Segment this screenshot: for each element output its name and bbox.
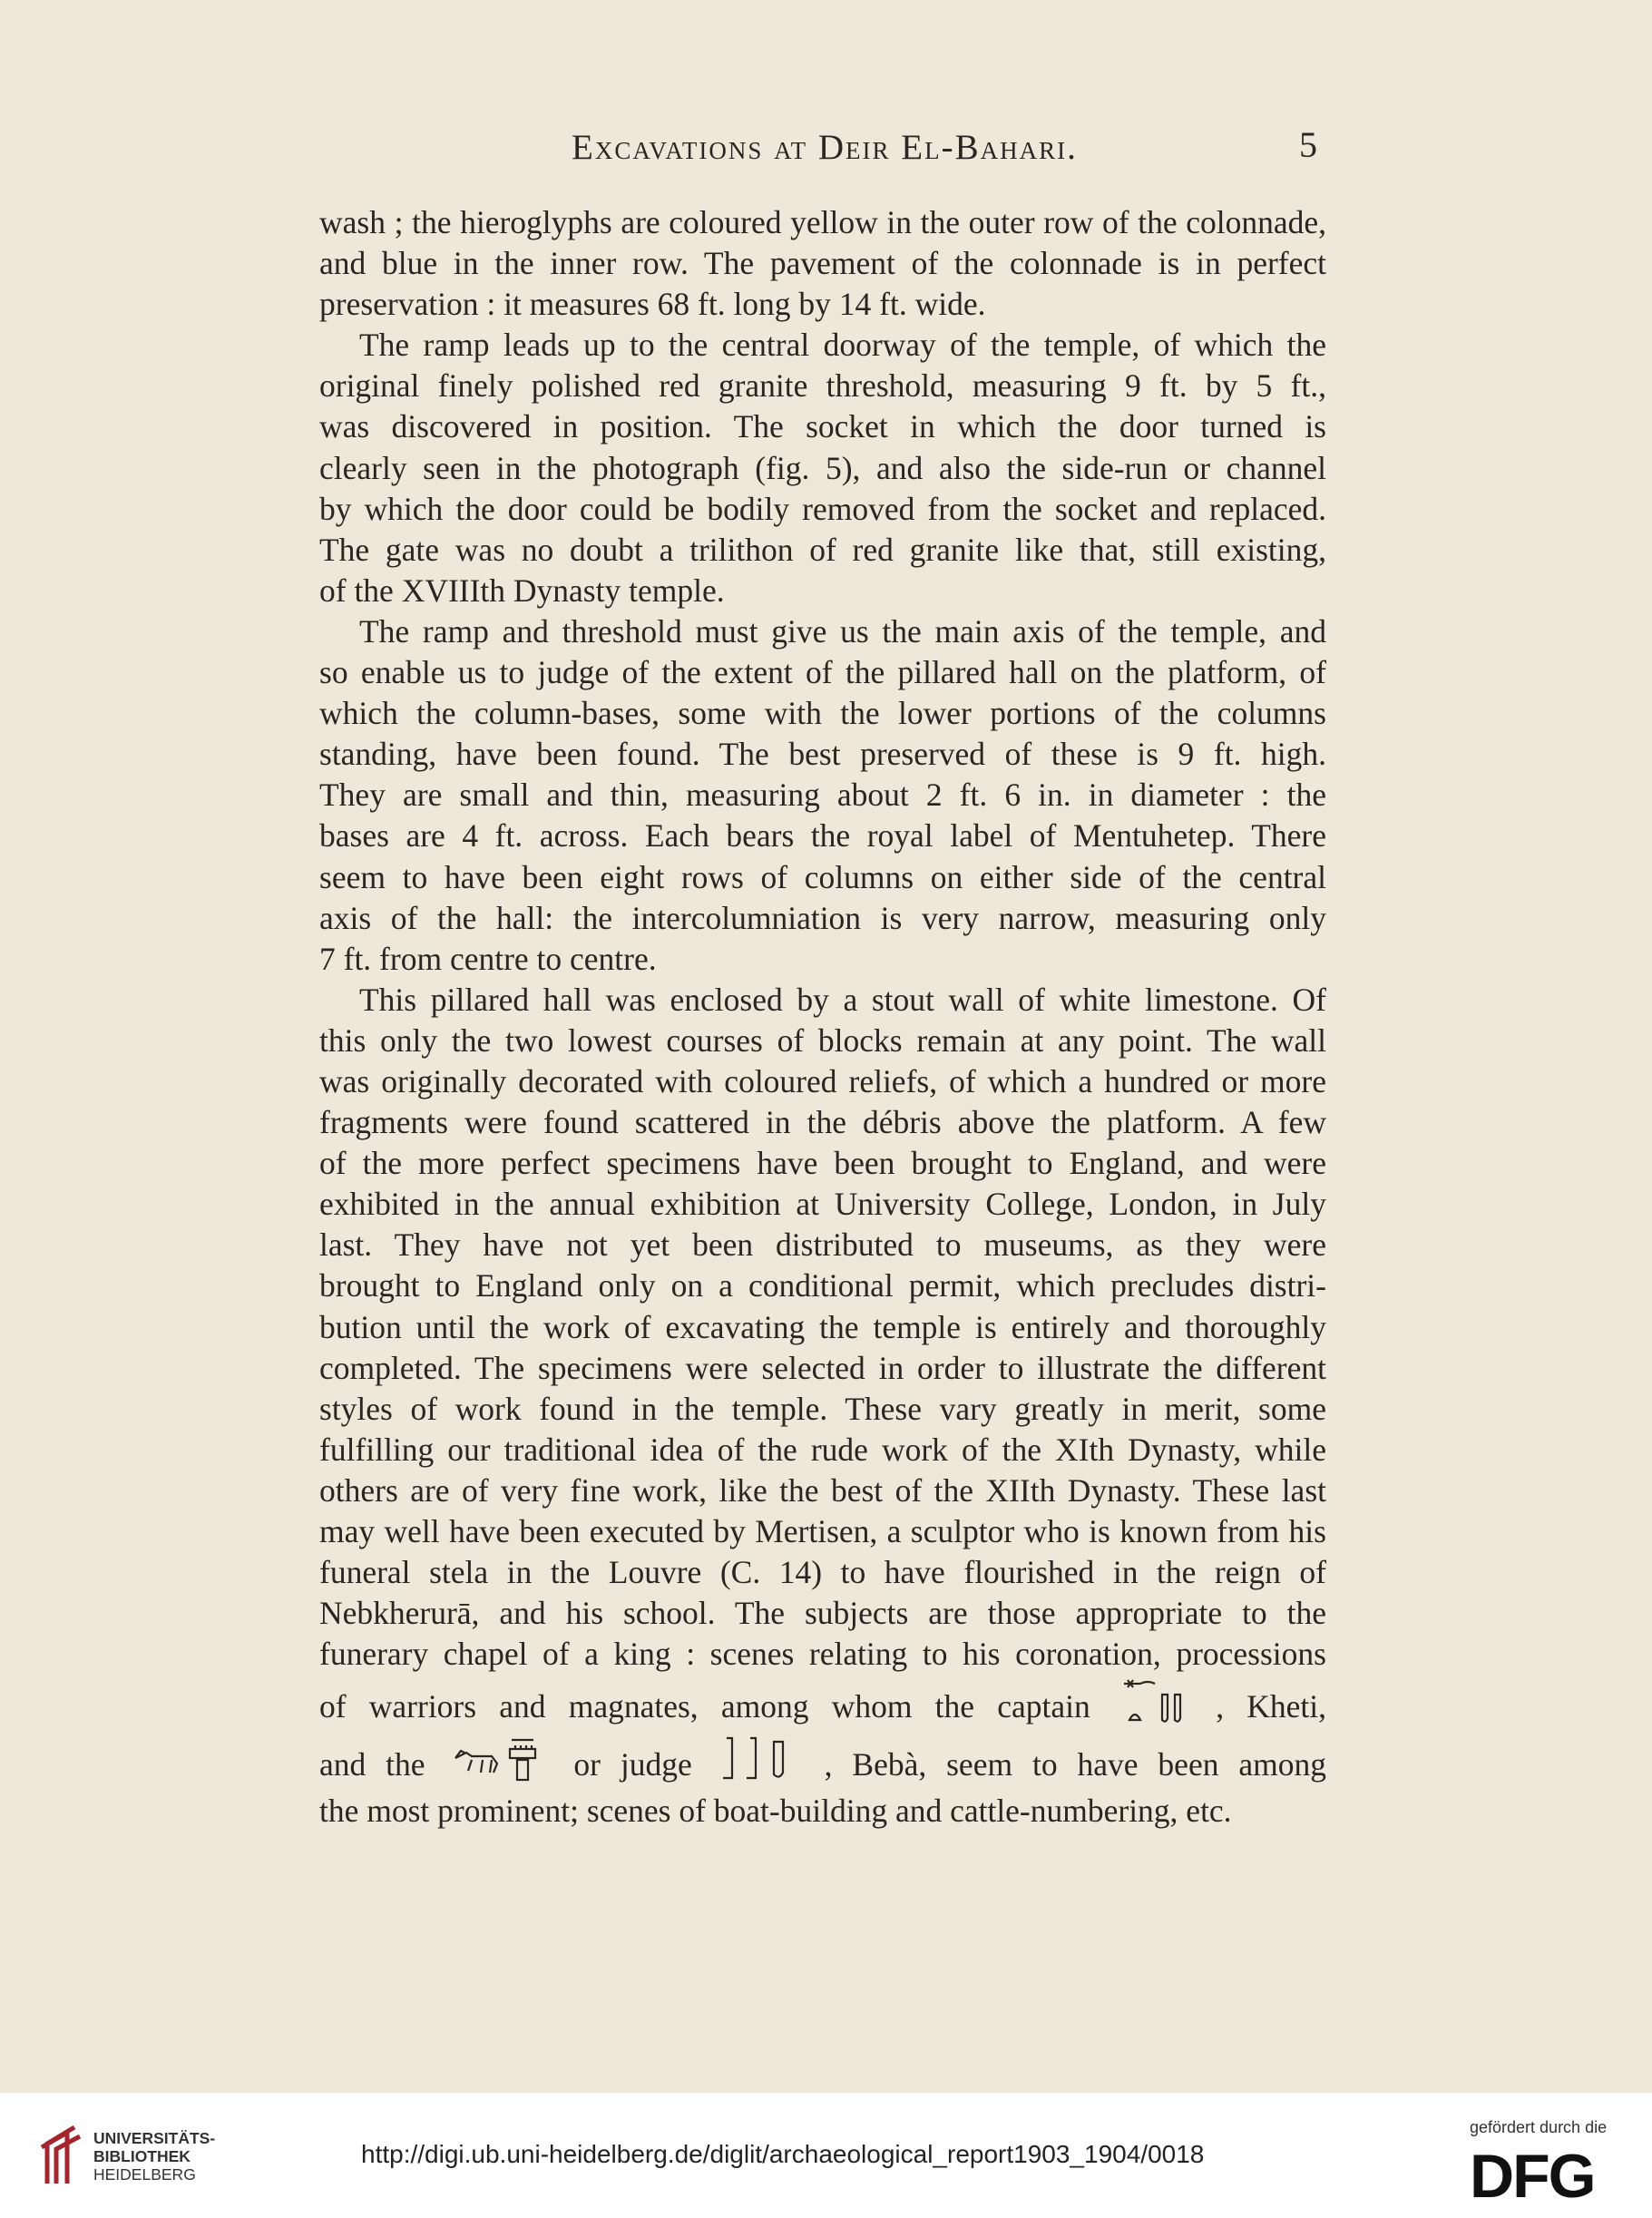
- text-line: brought to England only on a conditional permit, which precludes distri-: [319, 1267, 1326, 1304]
- text-line: This pillared hall was enclosed by a stout wall of white limestone. Of: [359, 981, 1326, 1018]
- text-line-final: the most prominent; scenes of boat-building and cattle-numbering, etc.: [319, 1793, 1232, 1830]
- text-line: funeral stela in the Louvre (C. 14) to have flourished in the reign of: [319, 1554, 1326, 1591]
- text-line: Nebkherurā, and his school. The subjects are those appropriate to the: [319, 1595, 1326, 1632]
- text-line: The ramp and threshold must give us the main axis of the temple, and: [359, 612, 1326, 650]
- judge-line-start: and the: [319, 1746, 425, 1783]
- text-line: fulfilling our traditional idea of the rude work of the XIth Dynasty, while: [319, 1431, 1326, 1468]
- text-line: They are small and thin, measuring about 2 ft. 6 in. in diameter : the: [319, 777, 1326, 814]
- text-line: styles of work found in the temple. These vary greatly in merit, some: [319, 1390, 1326, 1427]
- text-line: axis of the hall: the intercolumniation is very narrow, measuring only: [319, 899, 1326, 936]
- permalink-url[interactable]: http://digi.ub.uni-heidelberg.de/diglit/archaeological_report1903_1904/0018: [361, 2140, 1205, 2168]
- captain-line-after: , Kheti,: [1216, 1688, 1327, 1725]
- text-line: completed. The specimens were selected in order to illustrate the different: [319, 1349, 1326, 1386]
- text-line: by which the door could be bodily removed from the socket and replaced.: [319, 490, 1326, 527]
- text-line: fragments were found scattered in the débris above the platform. A few: [319, 1104, 1326, 1141]
- text-lines: [319, 202, 1326, 1675]
- library-name-line-2: BIBLIOTHEK: [93, 2147, 191, 2165]
- text-line: others are of very fine work, like the best of the XIIth Dynasty. These last: [319, 1471, 1326, 1509]
- text-line: The ramp leads up to the central doorway of the temple, of which the: [359, 327, 1326, 364]
- library-name: [93, 2129, 215, 2184]
- text-line: seem to have been eight rows of columns on either side of the central: [319, 858, 1326, 895]
- text-line: exhibited in the annual exhibition at University College, London, in July: [319, 1186, 1326, 1223]
- text-line: was originally decorated with coloured reliefs, of which a hundred or more: [319, 1062, 1326, 1099]
- library-name-line-1: UNIVERSITÄTS-: [93, 2129, 216, 2147]
- text-line: bases are 4 ft. across. Each bears the royal label of Mentuhetep. There: [319, 817, 1326, 855]
- library-name-line-3: HEIDELBERG: [93, 2165, 196, 2184]
- footer-bar: [0, 2093, 1652, 2218]
- text-line-judge: [319, 1733, 1326, 1791]
- text-line: clearly seen in the photograph (fig. 5), and also the side-run or channel: [319, 449, 1326, 486]
- captain-line-text: of warriors and magnates, among whom the captain: [319, 1688, 1090, 1725]
- text-line: and blue in the inner row. The pavement of the colonnade is in perfect: [319, 245, 1326, 282]
- text-line: The gate was no doubt a trilithon of red granite like that, still existing,: [319, 531, 1326, 568]
- text-line: so enable us to judge of the extent of the pillared hall on the platform, of: [319, 654, 1326, 691]
- funder-text: gefördert durch die: [1470, 2118, 1608, 2136]
- text-line: of the more perfect specimens have been brought to England, and were: [319, 1145, 1326, 1182]
- page-number: 5: [1299, 124, 1317, 165]
- text-line: may well have been executed by Mertisen, a sculptor who is known from his: [319, 1513, 1326, 1549]
- text-line: last. They have not yet been distributed to museums, as they were: [319, 1226, 1326, 1264]
- text-line: 7 ft. from centre to centre.: [319, 940, 657, 977]
- body-text: [319, 202, 1326, 1832]
- text-line: this only the two lowest courses of blocks remain at any point. The wall: [319, 1021, 1326, 1059]
- judge-line-middle: or judge: [573, 1746, 692, 1783]
- page-header: [0, 124, 1652, 181]
- text-line: preservation : it measures 68 ft. long by 14 ft. wide.: [319, 286, 986, 323]
- text-line-captain: [319, 1675, 1326, 1733]
- text-line: was discovered in position. The socket in which the door turned is: [319, 408, 1326, 445]
- text-line: standing, have been found. The best preserved of these is 9 ft. high.: [319, 736, 1326, 773]
- text-line: bution until the work of excavating the temple is entirely and thoroughly: [319, 1308, 1326, 1345]
- text-line: wash ; the hieroglyphs are coloured yellow in the outer row of the colonnade,: [319, 204, 1326, 240]
- text-line: original finely polished red granite threshold, measuring 9 ft. by 5 ft.,: [319, 367, 1326, 405]
- text-line: of the XVIIIth Dynasty temple.: [319, 572, 725, 609]
- library-logo-icon: [34, 2120, 89, 2194]
- dfg-logo: DFG: [1470, 2142, 1595, 2211]
- text-line: funerary chapel of a king : scenes relating to his coronation, processions: [319, 1636, 1326, 1673]
- running-head: Excavations at Deir El-Bahari.: [572, 128, 1078, 167]
- judge-line-after: , Bebà, seem to have been among: [824, 1746, 1326, 1783]
- text-line: which the column-bases, some with the lower portions of the columns: [319, 695, 1326, 732]
